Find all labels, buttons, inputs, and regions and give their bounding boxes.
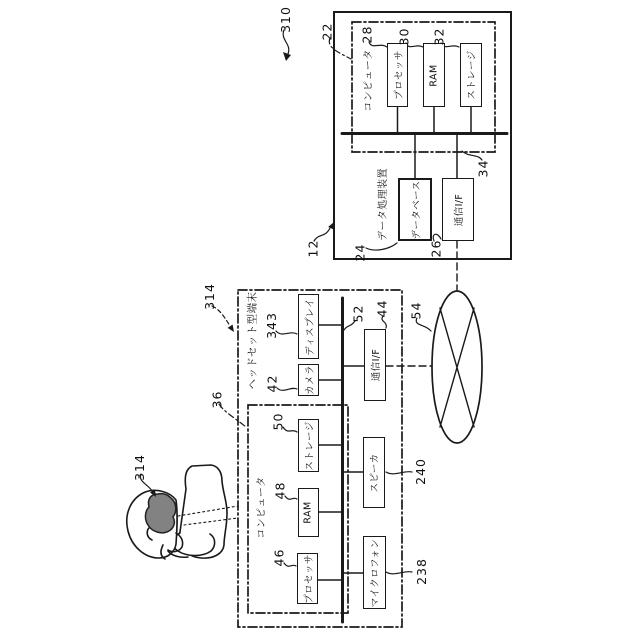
device-storage-box: [460, 43, 482, 107]
headset-comm-if-box: [364, 329, 386, 401]
display-box: [298, 294, 319, 359]
headset-ram-label: RAM: [303, 501, 314, 524]
device-processor-box: [387, 43, 408, 107]
camera-label: カメラ: [304, 365, 316, 395]
speaker-box: [363, 437, 385, 508]
worn-headset-goggles: [145, 494, 175, 533]
network-symbol: [432, 291, 482, 443]
camera-box: [298, 364, 319, 396]
device-ram-label: RAM: [428, 63, 440, 87]
device-comm-if-box: [442, 178, 474, 241]
microphone-label: マイクロフォン: [370, 538, 382, 607]
headset-storage-label: ストレージ: [304, 420, 316, 471]
device-title-text: データ処理装置: [377, 167, 389, 241]
microphone-box: [363, 536, 386, 609]
display-label: ディスプレイ: [304, 297, 316, 356]
headset-comm-if-label: 通信I/F: [371, 348, 382, 382]
database-box: [398, 178, 432, 241]
speaker-label: スピーカ: [370, 452, 381, 493]
device-ram-box: [423, 43, 445, 107]
headset-ram-box: [298, 488, 319, 537]
device-storage-label: ストレージ: [467, 50, 478, 100]
device-computer-text: コンピュータ: [363, 48, 375, 112]
device-comm-if-label: 通信I/F: [454, 193, 465, 226]
headset-storage-box: [298, 419, 319, 472]
database-label: データベース: [411, 180, 422, 239]
patent-figure: プロセッサ RAM ストレージ データベース 通信I/F ディスプレイ カメラ ストレージ RAM プロセッサ 通信I/F スピーカ マイクロフォン データ処理装置 コンピュータ ヘッドセット型端末 コンピュータ 310 22 28 30 32 34 12 24 26 314 343 42 52 44 54 36 50 48 46 240 238 314: [0, 0, 640, 640]
headset-title-text: ヘッドセット型端末: [246, 291, 259, 389]
headset-processor-label: プロセッサ: [303, 553, 315, 604]
device-processor-label: プロセッサ: [393, 50, 405, 100]
headset-computer-text: コンピュータ: [256, 475, 268, 539]
headset-processor-box: [297, 553, 318, 604]
